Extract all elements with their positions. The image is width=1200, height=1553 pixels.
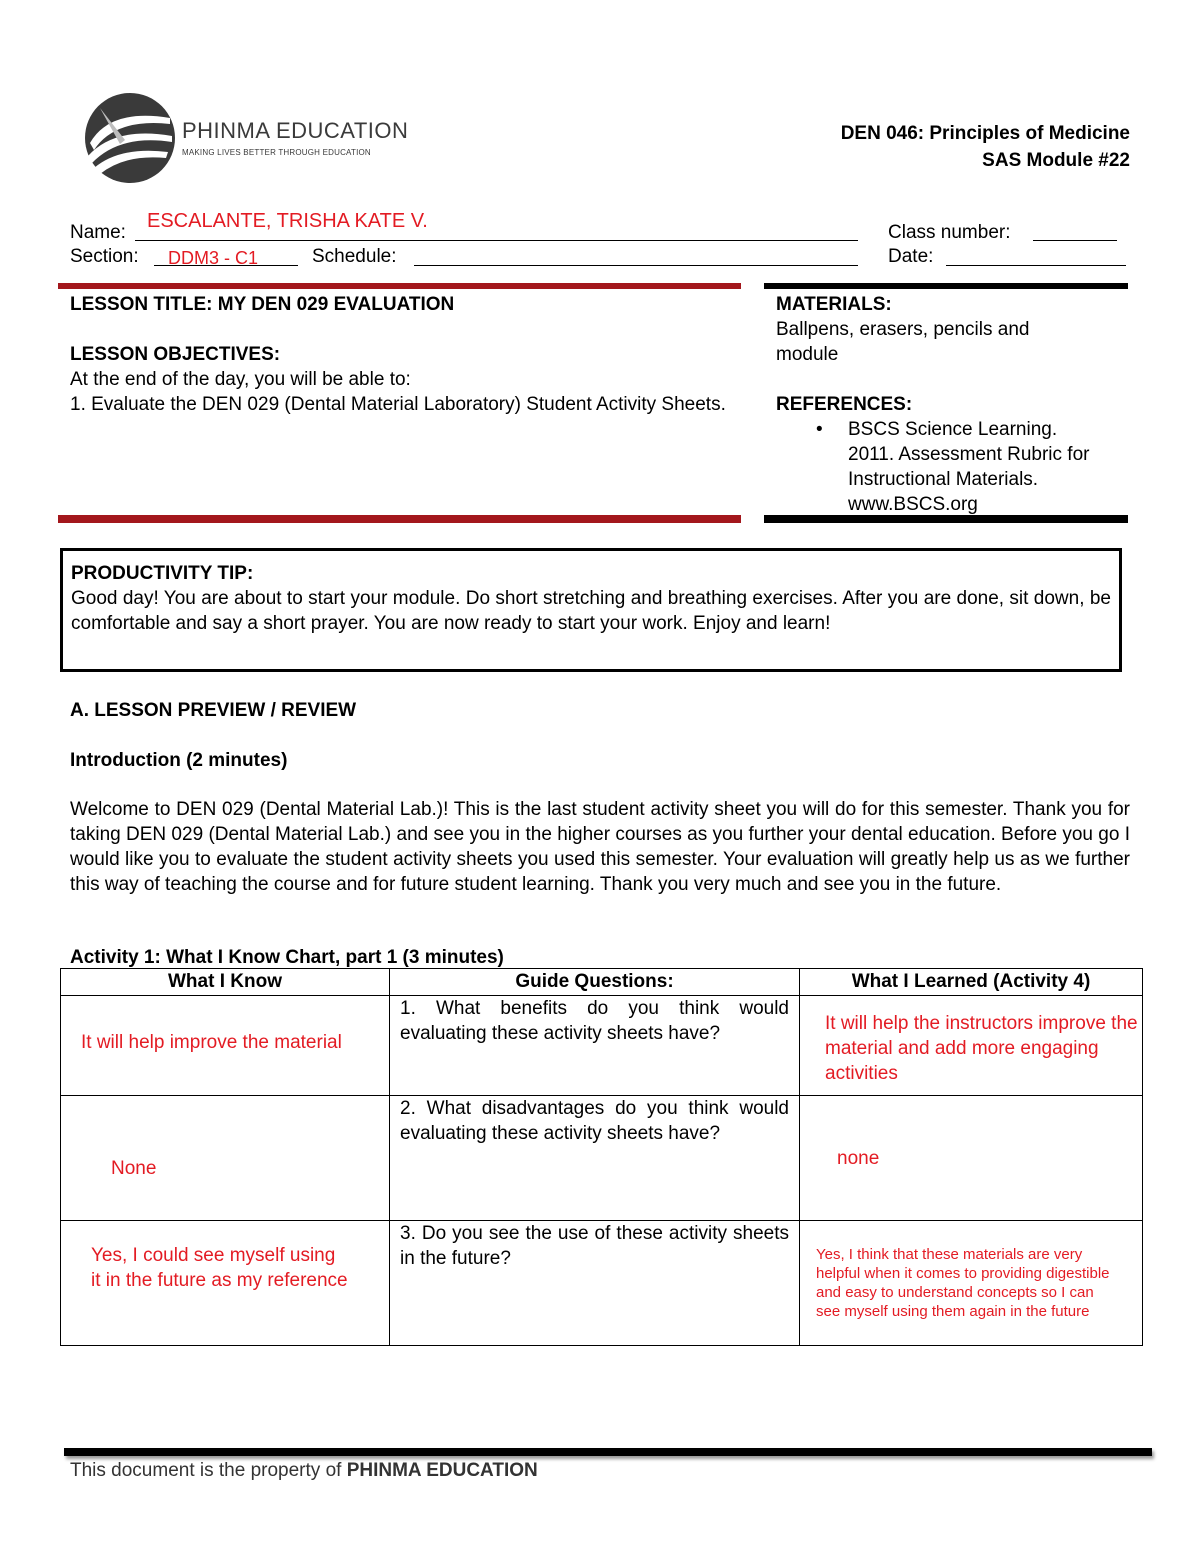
bottom-black-bar <box>764 515 1128 523</box>
chart-header-row <box>61 969 1143 996</box>
answer-learned-1-text: It will help the instructors improve the material and add more engaging activities <box>825 1013 1138 1084</box>
name-label: Name: <box>70 222 126 243</box>
activity-heading: Activity 1: What I Know Chart, part 1 (3 minutes) <box>70 947 504 968</box>
date-field[interactable] <box>946 265 1126 266</box>
objective-1: 1. Evaluate the DEN 029 (Dental Material Laboratory) Student Activity Sheets. <box>70 394 726 415</box>
class-number-label: Class number: <box>888 222 1011 243</box>
answer-learned-3[interactable]: Yes, I think that these materials are very helpful when it comes to providing digestible and easy to understand concepts so I can see myself using them again in the future <box>800 1221 1143 1346</box>
materials-text: Ballpens, erasers, pencils and module <box>776 319 1030 365</box>
materials-heading: MATERIALS: <box>776 294 892 315</box>
tip-heading: PRODUCTIVITY TIP: <box>71 563 254 584</box>
module-number: SAS Module #22 <box>982 150 1130 171</box>
course-header <box>841 120 1130 174</box>
what-i-know-chart <box>60 968 1143 1346</box>
footer-owner: PHINMA EDUCATION <box>346 1460 538 1481</box>
objectives-heading: LESSON OBJECTIVES: <box>70 344 281 365</box>
name-value: ESCALANTE, TRISHA KATE V. <box>147 210 428 232</box>
logo-name: PHINMA EDUCATION <box>182 118 409 143</box>
footer-prefix: This document is the property of <box>70 1460 342 1481</box>
top-black-bar <box>764 283 1128 289</box>
references-heading: REFERENCES: <box>776 394 913 415</box>
answer-know-3[interactable]: Yes, I could see myself using it in the future as my reference <box>61 1221 390 1346</box>
column-header: What I Know <box>61 969 390 996</box>
table-row <box>61 1096 1143 1221</box>
section-value: DDM3 - C1 <box>168 248 259 268</box>
top-red-bar <box>58 283 741 289</box>
bullet-icon: • <box>816 419 823 440</box>
lesson-block <box>70 292 730 417</box>
answer-learned-2[interactable]: none <box>800 1096 1143 1221</box>
date-label: Date: <box>888 246 934 267</box>
footer-bar <box>64 1448 1152 1456</box>
name-field[interactable] <box>135 240 858 241</box>
guide-question-1: 1. What benefits do you think would evaluating these activity sheets have? <box>390 996 800 1096</box>
answer-know-2[interactable]: None <box>61 1096 390 1221</box>
objectives-intro: At the end of the day, you will be able to: <box>70 369 411 390</box>
phinma-logo <box>80 88 420 188</box>
column-header: Guide Questions: <box>390 969 800 996</box>
tip-text: Good day! You are about to start your module. Do short stretching and breathing exercises. After you are done, sit down, be comfortable and say a short prayer. You are now ready to start your work. Enjoy and learn! <box>71 588 1111 634</box>
intro-heading: Introduction (2 minutes) <box>70 750 288 771</box>
reference-1: BSCS Science Learning. 2011. Assessment Rubric for Instructional Materials. www.BSCS.org <box>848 419 1090 515</box>
table-row <box>61 1221 1143 1346</box>
footer-text <box>70 1460 538 1482</box>
table-row <box>61 996 1143 1096</box>
class-number-field[interactable] <box>1033 240 1117 241</box>
section-label: Section: <box>70 246 139 267</box>
productivity-tip-box <box>60 548 1122 672</box>
answer-know-1[interactable]: It will help improve the material <box>61 996 390 1096</box>
answer-learned-1[interactable] <box>800 996 1143 1096</box>
guide-question-3: 3. Do you see the use of these activity sheets in the future? <box>390 1221 800 1346</box>
column-header: What I Learned (Activity 4) <box>800 969 1143 996</box>
course-title: DEN 046: Principles of Medicine <box>840 123 1130 144</box>
materials-block <box>776 292 1096 517</box>
lesson-title: LESSON TITLE: MY DEN 029 EVALUATION <box>70 294 455 315</box>
logo-tagline: MAKING LIVES BETTER THROUGH EDUCATION <box>182 148 371 157</box>
schedule-label: Schedule: <box>312 246 397 267</box>
section-a-heading: A. LESSON PREVIEW / REVIEW <box>70 700 357 721</box>
guide-question-2: 2. What disadvantages do you think would evaluating these activity sheets have? <box>390 1096 800 1221</box>
schedule-field[interactable] <box>414 265 858 266</box>
intro-text: Welcome to DEN 029 (Dental Material Lab.)! This is the last student activity sheet you will do for this semester. Thank you for taking DEN 029 (Dental Material Lab.) and see you in the higher courses as you further your dental education. Before you go I would like you to evaluate the student activity sheets you used this semester. Your evaluation will greatly help us as we further this way of teaching the course and for future student learning. Thank you very much and see you in the future. <box>70 799 1130 895</box>
bottom-red-bar <box>58 515 741 523</box>
